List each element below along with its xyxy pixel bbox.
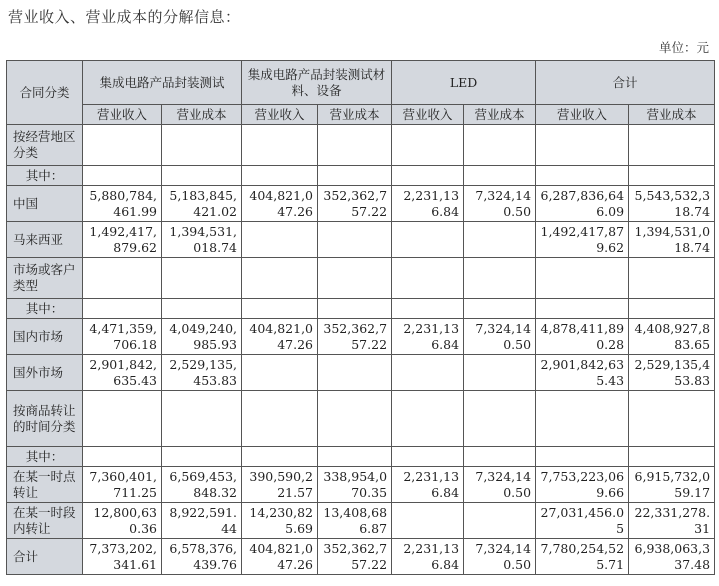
- table-cell: [162, 299, 242, 319]
- header-contract: 合同分类: [7, 61, 83, 125]
- header-revenue: 营业收入: [536, 105, 629, 125]
- table-cell: [162, 391, 242, 447]
- table-cell: [83, 258, 162, 299]
- table-cell: [318, 258, 392, 299]
- table-cell: 6,569,453,848.32: [162, 467, 242, 503]
- table-cell: [392, 125, 464, 166]
- table-cell: 404,821,047.26: [242, 539, 318, 575]
- table-cell: [242, 447, 318, 467]
- table-cell: [536, 258, 629, 299]
- table-cell: 338,954,070.35: [318, 467, 392, 503]
- table-cell: [242, 299, 318, 319]
- table-cell: [162, 125, 242, 166]
- header-cost: 营业成本: [162, 105, 242, 125]
- table-cell: [464, 447, 536, 467]
- table-row: [7, 258, 715, 299]
- table-cell: 22,331,278.31: [629, 503, 715, 539]
- table-cell: [318, 391, 392, 447]
- table-cell: 4,408,927,883.65: [629, 319, 715, 355]
- table-cell: 4,878,411,890.28: [536, 319, 629, 355]
- table-header: [7, 61, 715, 125]
- table-cell: [392, 166, 464, 186]
- table-cell: [392, 258, 464, 299]
- header-cost: 营业成本: [464, 105, 536, 125]
- row-label: 其中：: [7, 447, 83, 467]
- table-cell: [242, 391, 318, 447]
- table-cell: [464, 258, 536, 299]
- table-cell: [242, 355, 318, 391]
- table-cell: 6,578,376,439.76: [162, 539, 242, 575]
- table-cell: 8,922,591.44: [162, 503, 242, 539]
- table-cell: 352,362,757.22: [318, 186, 392, 222]
- header-group-ic-packaging: 集成电路产品封装测试: [83, 61, 242, 105]
- table-cell: [83, 299, 162, 319]
- table-cell: [83, 447, 162, 467]
- table-row: [7, 355, 715, 391]
- table-cell: 352,362,757.22: [318, 319, 392, 355]
- table-row: [7, 539, 715, 575]
- table-cell: [83, 166, 162, 186]
- table-cell: [242, 258, 318, 299]
- table-cell: [536, 391, 629, 447]
- table-cell: [318, 125, 392, 166]
- table-cell: [318, 355, 392, 391]
- table-cell: 404,821,047.26: [242, 186, 318, 222]
- table-body: [7, 125, 715, 575]
- table-cell: 12,800,630.36: [83, 503, 162, 539]
- table-cell: [392, 503, 464, 539]
- table-cell: 13,408,686.87: [318, 503, 392, 539]
- row-label: 按商品转让的时间分类: [7, 391, 83, 447]
- table-cell: 1,492,417,879.62: [83, 222, 162, 258]
- table-cell: 5,543,532,318.74: [629, 186, 715, 222]
- table-cell: [629, 166, 715, 186]
- table-cell: 14,230,825.69: [242, 503, 318, 539]
- table-cell: [162, 447, 242, 467]
- header-group-led: LED: [392, 61, 536, 105]
- table-cell: 1,394,531,018.74: [162, 222, 242, 258]
- table-cell: 4,049,240,985.93: [162, 319, 242, 355]
- table-row: [7, 319, 715, 355]
- row-label: 在某一时点转让: [7, 467, 83, 503]
- table-cell: [318, 299, 392, 319]
- header-revenue: 营业收入: [83, 105, 162, 125]
- table-cell: 6,938,063,337.48: [629, 539, 715, 575]
- row-label: 在某一时段内转让: [7, 503, 83, 539]
- table-cell: 352,362,757.22: [318, 539, 392, 575]
- header-group-materials: 集成电路产品封装测试材料、设备: [242, 61, 392, 105]
- table-cell: [629, 299, 715, 319]
- unit-label: 单位：元: [658, 40, 709, 55]
- table-row: [7, 503, 715, 539]
- table-cell: [392, 391, 464, 447]
- row-label: 国外市场: [7, 355, 83, 391]
- header-cost: 营业成本: [318, 105, 392, 125]
- table-cell: 5,880,784,461.99: [83, 186, 162, 222]
- table-cell: [464, 299, 536, 319]
- table-row: [7, 447, 715, 467]
- table-cell: 2,529,135,453.83: [629, 355, 715, 391]
- table-cell: [464, 125, 536, 166]
- table-cell: [392, 447, 464, 467]
- table-cell: [464, 391, 536, 447]
- table-cell: 5,183,845,421.02: [162, 186, 242, 222]
- table-cell: 27,031,456.05: [536, 503, 629, 539]
- header-revenue: 营业收入: [392, 105, 464, 125]
- row-label: 按经营地区分类: [7, 125, 83, 166]
- table-cell: [392, 355, 464, 391]
- table-cell: [629, 258, 715, 299]
- table-cell: [162, 258, 242, 299]
- table-cell: 7,324,140.50: [464, 186, 536, 222]
- table-cell: 2,231,136.84: [392, 186, 464, 222]
- table-cell: 7,360,401,711.25: [83, 467, 162, 503]
- row-label: 其中：: [7, 166, 83, 186]
- table-cell: 2,901,842,635.43: [83, 355, 162, 391]
- table-cell: [162, 166, 242, 186]
- header-group-total: 合计: [536, 61, 715, 105]
- table-cell: [242, 166, 318, 186]
- table-cell: [392, 222, 464, 258]
- table-cell: [318, 222, 392, 258]
- row-label: 中国: [7, 186, 83, 222]
- table-cell: 390,590,221.57: [242, 467, 318, 503]
- table-row: [7, 222, 715, 258]
- table-cell: [536, 125, 629, 166]
- table-cell: [464, 355, 536, 391]
- table-cell: 7,373,202,341.61: [83, 539, 162, 575]
- table-cell: [83, 391, 162, 447]
- table-cell: 7,780,254,525.71: [536, 539, 629, 575]
- table-cell: [536, 166, 629, 186]
- table-cell: 1,492,417,879.62: [536, 222, 629, 258]
- table-row: [7, 467, 715, 503]
- table-cell: 1,394,531,018.74: [629, 222, 715, 258]
- table-cell: [318, 447, 392, 467]
- table-cell: [629, 125, 715, 166]
- table-cell: [242, 125, 318, 166]
- table-cell: [629, 391, 715, 447]
- table-cell: 404,821,047.26: [242, 319, 318, 355]
- table-cell: [629, 447, 715, 467]
- table-row: [7, 125, 715, 166]
- table-cell: 7,324,140.50: [464, 539, 536, 575]
- table-cell: 7,753,223,069.66: [536, 467, 629, 503]
- table-cell: [536, 447, 629, 467]
- section-heading: 营业收入、营业成本的分解信息：: [8, 8, 241, 26]
- table-cell: 2,231,136.84: [392, 319, 464, 355]
- table-cell: 6,915,732,059.17: [629, 467, 715, 503]
- revenue-cost-table: [6, 60, 715, 575]
- table-cell: 7,324,140.50: [464, 467, 536, 503]
- table-cell: 2,231,136.84: [392, 467, 464, 503]
- table-row: [7, 186, 715, 222]
- header-cost: 营业成本: [629, 105, 715, 125]
- table-cell: [464, 503, 536, 539]
- table-cell: [464, 166, 536, 186]
- table-cell: 6,287,836,646.09: [536, 186, 629, 222]
- table-cell: [536, 299, 629, 319]
- row-label: 其中：: [7, 299, 83, 319]
- table-cell: [464, 222, 536, 258]
- header-revenue: 营业收入: [242, 105, 318, 125]
- table-cell: [83, 125, 162, 166]
- table-cell: 7,324,140.50: [464, 319, 536, 355]
- table-row: [7, 391, 715, 447]
- table-cell: 2,231,136.84: [392, 539, 464, 575]
- table-cell: [392, 299, 464, 319]
- row-label: 市场或客户类型: [7, 258, 83, 299]
- row-label: 马来西亚: [7, 222, 83, 258]
- row-label: 国内市场: [7, 319, 83, 355]
- table-cell: [242, 222, 318, 258]
- table-row: [7, 166, 715, 186]
- row-label: 合计: [7, 539, 83, 575]
- table-cell: 2,901,842,635.43: [536, 355, 629, 391]
- table-cell: 2,529,135,453.83: [162, 355, 242, 391]
- table-cell: [318, 166, 392, 186]
- table-cell: 4,471,359,706.18: [83, 319, 162, 355]
- table-row: [7, 299, 715, 319]
